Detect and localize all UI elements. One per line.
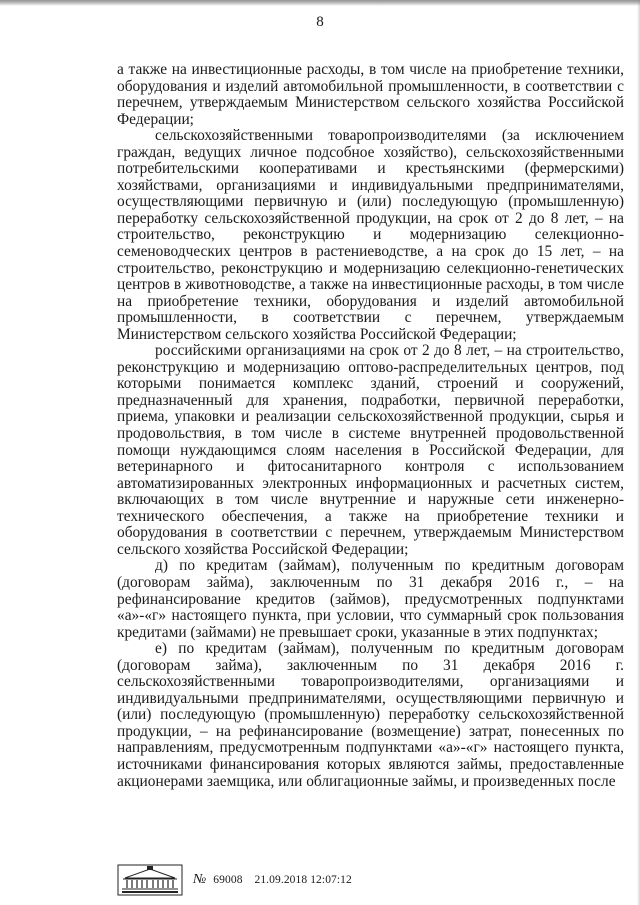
paragraph-continuation: а также на инвестиционные расходы, в том числе на приобретение техники, оборудования и изделий автомобильной промышленности, в соответствии с перечнем, утверждаемым Министерством сельского хозяйства Российской Федерации; — [117, 61, 624, 128]
registration-datetime: 21.09.2018 12:07:12 — [254, 874, 352, 886]
page-number: 8 — [316, 14, 324, 30]
registration-stamp — [193, 872, 352, 888]
registration-footer — [117, 862, 352, 898]
paragraph-subpoint-d: д) по кредитам (займам), полученным по кредитным договорам (договорам займа), заключенным по 31 декабря 2016 г., – на рефинансирование кредитов (займов), предусмотренных подпунктами «а»-«г» настоящего пункта, при условии, что суммарный срок пользования кредитами (займами) не превышает сроки, указанные в этих подпунктах; — [117, 557, 624, 641]
document-body — [117, 62, 624, 790]
paragraph-russian-organizations: российскими организациями на срок от 2 до 8 лет, – на строительство, реконструкцию и модернизацию оптово-распределительных центров, под которыми понимается комплекс зданий, строений и сооружений, предназначенный для хранения, подработки, первичной переработки, приема, упаковки и реализации сельскохозяйственной продукции, сырья и продовольствия, в том числе в системе внутренней продовольственной помощи нуждающимся слоям населения в Российской Федерации, для ветеринарного и фитосанитарного контроля с использованием автоматизированных электронных информационных и расчетных систем, включающих в том числе внутренние и наружные сети инженерно-технического обеспечения, а также на приобретение техники и оборудования в соответствии с перечнем, утверждаемым Министерством сельского хозяйства Российской Федерации; — [117, 342, 624, 558]
number-sign: № — [193, 872, 207, 887]
paragraph-subpoint-e: е) по кредитам (займам), полученным по кредитным договорам (договорам займа), заключенным по 31 декабря 2016 г. сельскохозяйственными товаропроизводителями, организациями и индивидуальными предпринимателями, осуществляющими первичную и (или) последующую (промышленную) переработку сельскохозяйственной продукции, – на рефинансирование (возмещение) затрат, понесенных по направлениям, предусмотренным подпунктами «а»-«г» настоящего пункта, источниками финансирования которых являются займы, предоставленные акционерами заемщика, или облигационные займы, и произведенных после — [117, 640, 624, 790]
paragraph-agricultural-producers: сельскохозяйственными товаропроизводителями (за исключением граждан, ведущих личное подсобное хозяйство), сельскохозяйственными потребительскими кооперативами и крестьянскими (фермерскими) хозяйствами, организациями и индивидуальными предпринимателями, осуществляющими первичную и (или) последующую (промышленную) переработку сельскохозяйственной продукции, на срок от 2 до 8 лет, – на строительство, реконструкцию и модернизацию селекционно-семеноводческих центров в растениеводстве, а на срок до 15 лет, – на строительство, реконструкцию и модернизацию селекционно-генетических центров в животноводстве, а также на инвестиционные расходы, в том числе на приобретение техники, оборудования и изделий автомобильной промышленности, в соответствии с перечнем, утверждаемым Министерством сельского хозяйства Российской Федерации; — [117, 127, 624, 343]
registration-number: 69008 — [213, 874, 243, 886]
government-building-stamp-icon — [117, 864, 183, 896]
scan-top-edge — [0, 0, 640, 6]
